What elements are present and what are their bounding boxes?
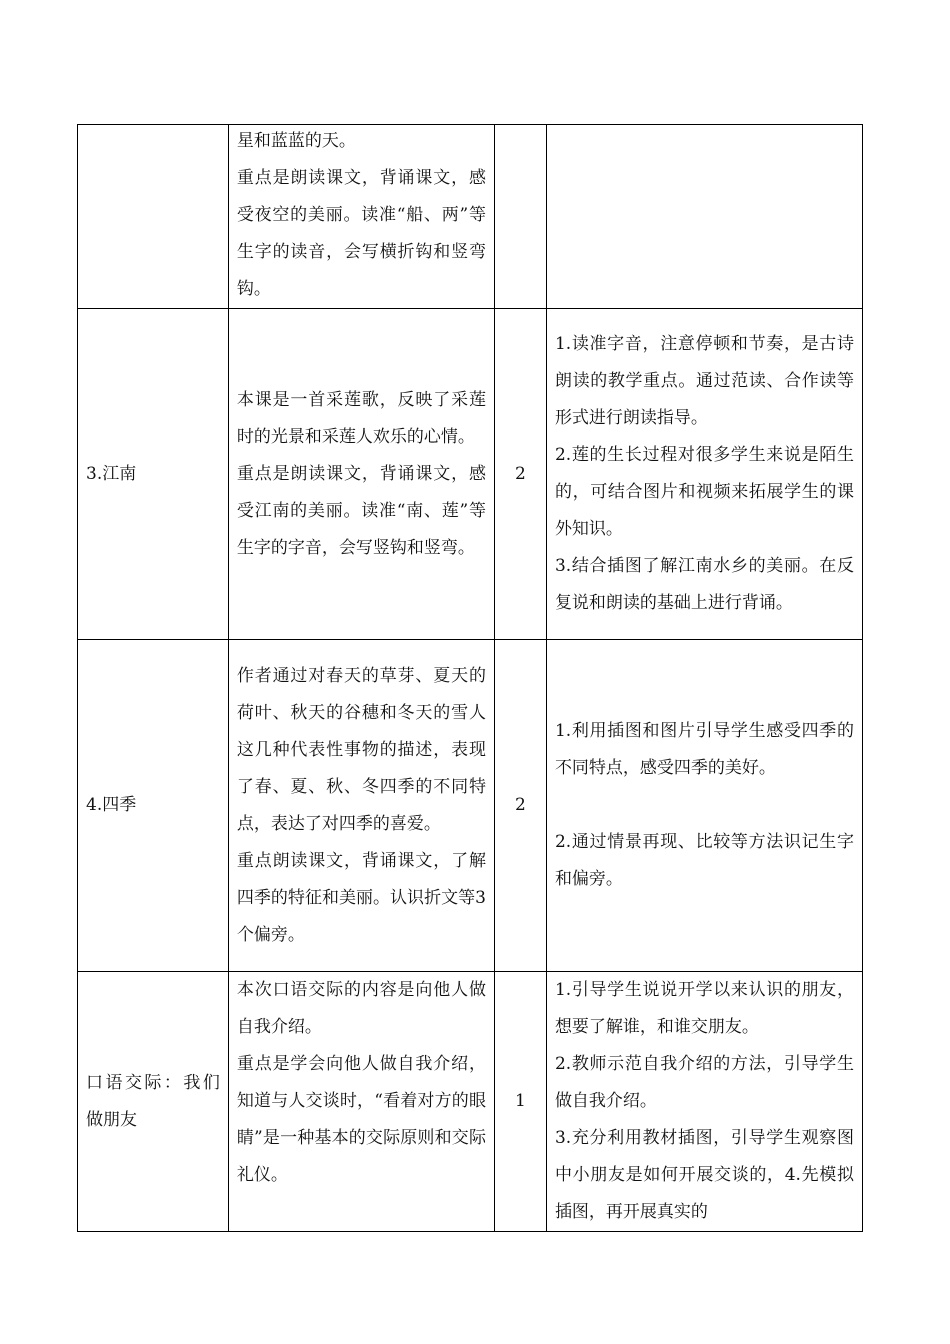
- content-paragraph: 作者通过对春天的草芽、夏天的荷叶、秋天的谷穗和冬天的雪人这几种代表性事物的描述，表现了春、夏、秋、冬四季的不同特点，表达了对四季的喜爱。: [236, 665, 486, 834]
- content-paragraph: 重点是朗读课文，背诵课文，感受江南的美丽。读准“南、莲”等生字的字音，会写竖钩和竖弯。: [236, 463, 486, 558]
- method-item: 2.通过情景再现、比较等方法识记生字和偏旁。: [554, 832, 854, 889]
- content-paragraph: 重点是学会向他人做自我介绍，知道与人交谈时，“看着对方的眼睛”是一种基本的交际原则和交际礼仪。: [236, 1054, 486, 1185]
- table-row: [78, 972, 863, 1232]
- lesson-title-cell: 4.四季: [78, 640, 229, 972]
- lesson-content-cell: [228, 972, 494, 1232]
- class-hours-cell: 2: [494, 640, 546, 972]
- table-row: [78, 640, 863, 972]
- teaching-method-cell: [546, 309, 862, 640]
- teaching-method-cell: [546, 972, 862, 1232]
- lesson-title-cell: [78, 125, 229, 309]
- lesson-content-cell: [228, 125, 494, 309]
- method-item: 2.莲的生长过程对很多学生来说是陌生的，可结合图片和视频来拓展学生的课外知识。: [554, 445, 854, 539]
- method-item: 2.教师示范自我介绍的方法，引导学生做自我介绍。: [554, 1054, 854, 1111]
- class-hours-cell: 2: [494, 309, 546, 640]
- content-paragraph: 星和蓝蓝的天。: [236, 131, 356, 151]
- method-item: 3.结合插图了解江南水乡的美丽。在反复说和朗读的基础上进行背诵。: [554, 556, 854, 613]
- table-row: [78, 309, 863, 640]
- teaching-method-cell: [546, 640, 862, 972]
- method-item: 1.利用插图和图片引导学生感受四季的不同特点，感受四季的美好。: [554, 721, 854, 778]
- content-paragraph: 重点朗读课文，背诵课文，了解四季的特征和美丽。认识折文等3个偏旁。: [236, 850, 486, 945]
- class-hours-cell: 1: [494, 972, 546, 1232]
- method-item: 1.引导学生说说开学以来认识的朋友，想要了解谁，和谁交朋友。: [554, 980, 854, 1037]
- method-item: 3.充分利用教材插图，引导学生观察图中小朋友是如何开展交谈的，4.先模拟插图，再开展真实的: [554, 1128, 854, 1222]
- lesson-title-cell: 口语交际：我们做朋友: [78, 972, 229, 1232]
- lesson-plan-table: [77, 124, 863, 1232]
- table-row: [78, 125, 863, 309]
- paragraph-gap: [555, 787, 854, 824]
- lesson-content-cell: [228, 309, 494, 640]
- class-hours-cell: [494, 125, 546, 309]
- method-item: 1.读准字音，注意停顿和节奏，是古诗朗读的教学重点。通过范读、合作读等形式进行朗读指导。: [554, 334, 854, 428]
- content-paragraph: 重点是朗读课文，背诵课文，感受夜空的美丽。读准“船、两”等生字的读音，会写横折钩和竖弯钩。: [236, 168, 486, 299]
- lesson-content-cell: [228, 640, 494, 972]
- lesson-title-cell: 3.江南: [78, 309, 229, 640]
- content-paragraph: 本课是一首采莲歌，反映了采莲时的光景和采莲人欢乐的心情。: [236, 389, 486, 447]
- teaching-method-cell: [546, 125, 862, 309]
- content-paragraph: 本次口语交际的内容是向他人做自我介绍。: [236, 980, 486, 1037]
